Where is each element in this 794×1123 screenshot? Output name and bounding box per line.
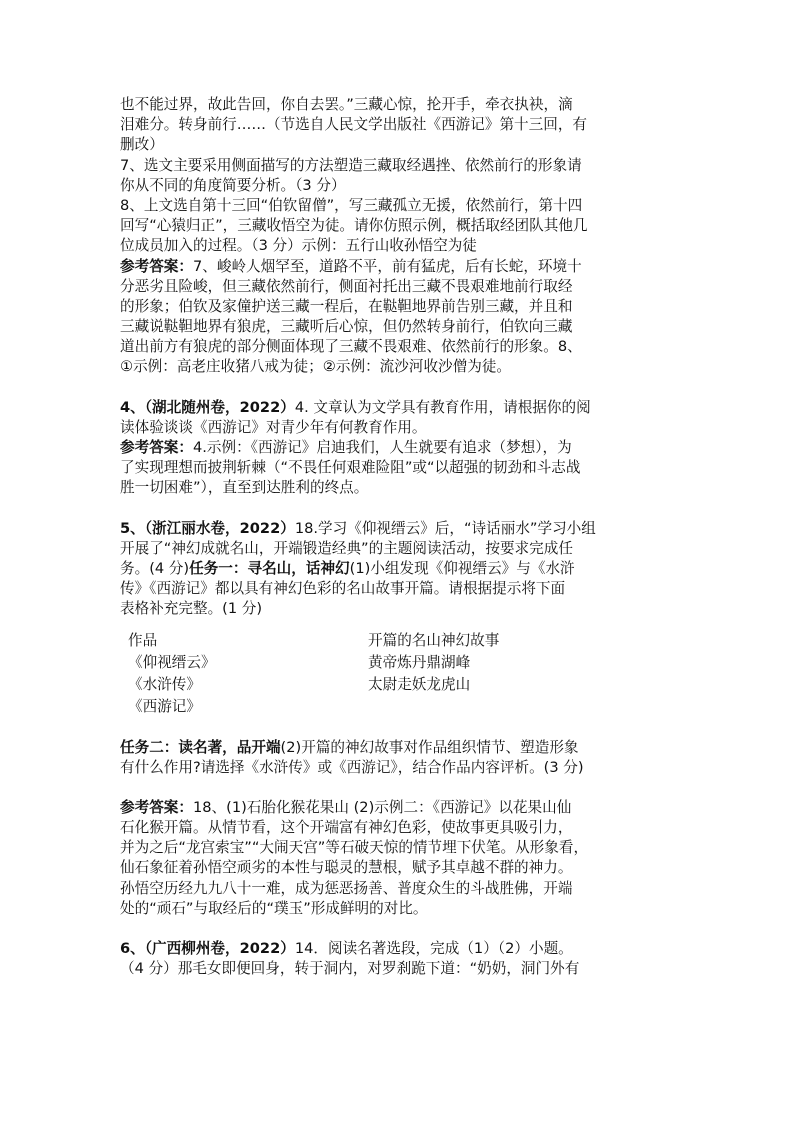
question-line: 开展了“神幻成就名山，开端锻造经典”的主题阅读活动，按要求完成任 <box>120 539 573 557</box>
task-1-label: 任务一：寻名山，话神幻 <box>189 559 350 577</box>
answer-label: 参考答案： <box>120 798 193 816</box>
task-2-label: 任务二：读名著，品开端 <box>120 738 281 756</box>
answer-line: 处的“顽石”与取经后的“璞玉”形成鲜明的对比。 <box>120 899 428 917</box>
answer-line: 的形象；伯钦及家僮护送三藏一程后，在鞑靼地界前告别三藏，并且和 <box>120 297 573 315</box>
answer-text: 18、(1)石胎化猴花果山 (2)示例二：《西游记》以花果山仙 <box>192 798 572 816</box>
text-line: 删改） <box>120 136 164 154</box>
question-5 <box>120 519 680 919</box>
question-7-line: 7、选文主要采用侧面描写的方法塑造三藏取经遇挫、依然前行的形象请 <box>120 156 582 174</box>
table-cell-empty <box>368 696 680 718</box>
answer-line: 并为之后“龙宫索宝”“大闹天宫”等石破天惊的情节埋下伏笔。从形象看， <box>120 839 589 857</box>
table-cell: 《仰视缙云》 <box>128 653 216 671</box>
answer-text: 7、峻岭人烟罕至，道路不平，前有猛虎，后有长蛇，环境十 <box>192 257 582 275</box>
answer-line: 石化猴开篇。从情节看，这个开端富有神幻色彩，使故事更具吸引力， <box>120 819 573 837</box>
table-cell: 黄帝炼丹鼎湖峰 <box>368 653 471 671</box>
question-8-line: 8、上文选自第十三回“伯钦留僧”，写三藏孤立无援，依然前行，第十四 <box>120 196 583 214</box>
table-row <box>128 696 680 718</box>
question-text: 4. 文章认为文学具有教育作用，请根据你的阅 <box>294 398 591 416</box>
question-4 <box>120 398 680 499</box>
table-header-row <box>128 630 680 652</box>
answer-line: 孙悟空历经九九八十一难，成为惩恶扬善、普度众生的斗战胜佛，开端 <box>120 879 573 897</box>
question-label: 6、（广西柳州卷，2022） <box>120 940 295 957</box>
answer-line: 分恶劣且险峻，但三藏依然前行，侧面衬托出三藏不畏艰难地前行取经 <box>120 277 573 295</box>
question-line: 表格补充完整。(1 分) <box>120 600 263 618</box>
document-body <box>120 95 680 979</box>
answer-line: 道出前方有狼虎的部分侧面体现了三藏不畏艰难、依然前行的形象。8、 <box>120 338 582 356</box>
question-label: 5、（浙江丽水卷，2022） <box>120 519 295 537</box>
question-line: 读体验谈谈《西游记》对青少年有何教育作用。 <box>120 418 427 436</box>
question-text: 18.学习《仰视缙云》后，“诗话丽水”学习小组 <box>294 519 596 537</box>
question-line: （4 分）那毛女即便回身，转于洞内，对罗刹跪下道：“奶奶，洞门外有 <box>120 960 580 978</box>
question-text: 14．阅读名著选段，完成（1）（2）小题。 <box>294 940 573 957</box>
answer-line: 了实现理想而披荆斩棘（“不畏任何艰难险阻”或“以超强的韧劲和斗志战 <box>120 459 581 477</box>
text-line: 也不能过界，故此告回，你自去罢。”三藏心惊，抡开手，牵衣执袂，滴 <box>120 96 573 113</box>
table-cell: 《水浒传》 <box>128 675 201 693</box>
question-7-line: 你从不同的角度简要分析。（3 分） <box>120 176 346 194</box>
question-line: 传》《西游记》都以具有神幻色彩的名山故事开篇。请根据提示将下面 <box>120 580 566 598</box>
table-cell: 《西游记》 <box>128 697 201 715</box>
answer-line: 胜一切困难”），直至到达胜利的终点。 <box>120 479 369 497</box>
question-text: 务。(4 分) <box>120 559 190 577</box>
question-label: 4、（湖北随州卷，2022） <box>120 398 295 416</box>
question-line: 有什么作用?请选择《水浒传》或《西游记》，结合作品内容评析。(3 分) <box>120 758 584 776</box>
text-line: 泪难分。转身前行……（节选自人民文学出版社《西游记》第十三回，有 <box>120 116 588 134</box>
answer-block-1 <box>120 257 680 378</box>
works-table <box>128 630 680 718</box>
question-8-line: 回写“心猿归正”，三藏收悟空为徒。请你仿照示例，概括取经团队其他几 <box>120 217 588 235</box>
question-6 <box>120 939 680 979</box>
question-text: (1)小组发现《仰视缙云》与《水浒 <box>349 559 575 577</box>
answer-label: 参考答案： <box>120 439 193 456</box>
answer-label: 参考答案： <box>120 257 193 275</box>
table-cell: 太尉走妖龙虎山 <box>368 675 471 693</box>
table-row <box>128 652 680 674</box>
answer-text: 4.示例：《西游记》启迪我们，人生就要有追求（梦想），为 <box>192 439 572 456</box>
table-header-cell: 作品 <box>128 631 158 649</box>
question-8-line: 位成员加入的过程。（3 分）示例：五行山收孙悟空为徒 <box>120 237 477 255</box>
question-text: (2)开篇的神幻故事对作品组织情节、塑造形象 <box>280 738 579 756</box>
intro-passage <box>120 95 680 257</box>
table-header-cell: 开篇的名山神幻故事 <box>368 631 500 649</box>
answer-line: 三藏说鞑靼地界有狼虎，三藏听后心惊，但仍然转身前行，伯钦向三藏 <box>120 318 573 336</box>
answer-line: 仙石象征着孙悟空顽劣的本性与聪灵的慧根，赋予其卓越不群的神力。 <box>120 859 573 877</box>
answer-line: ①示例：高老庄收猪八戒为徒；②示例：流沙河收沙僧为徒。 <box>120 358 512 376</box>
table-row <box>128 674 680 696</box>
